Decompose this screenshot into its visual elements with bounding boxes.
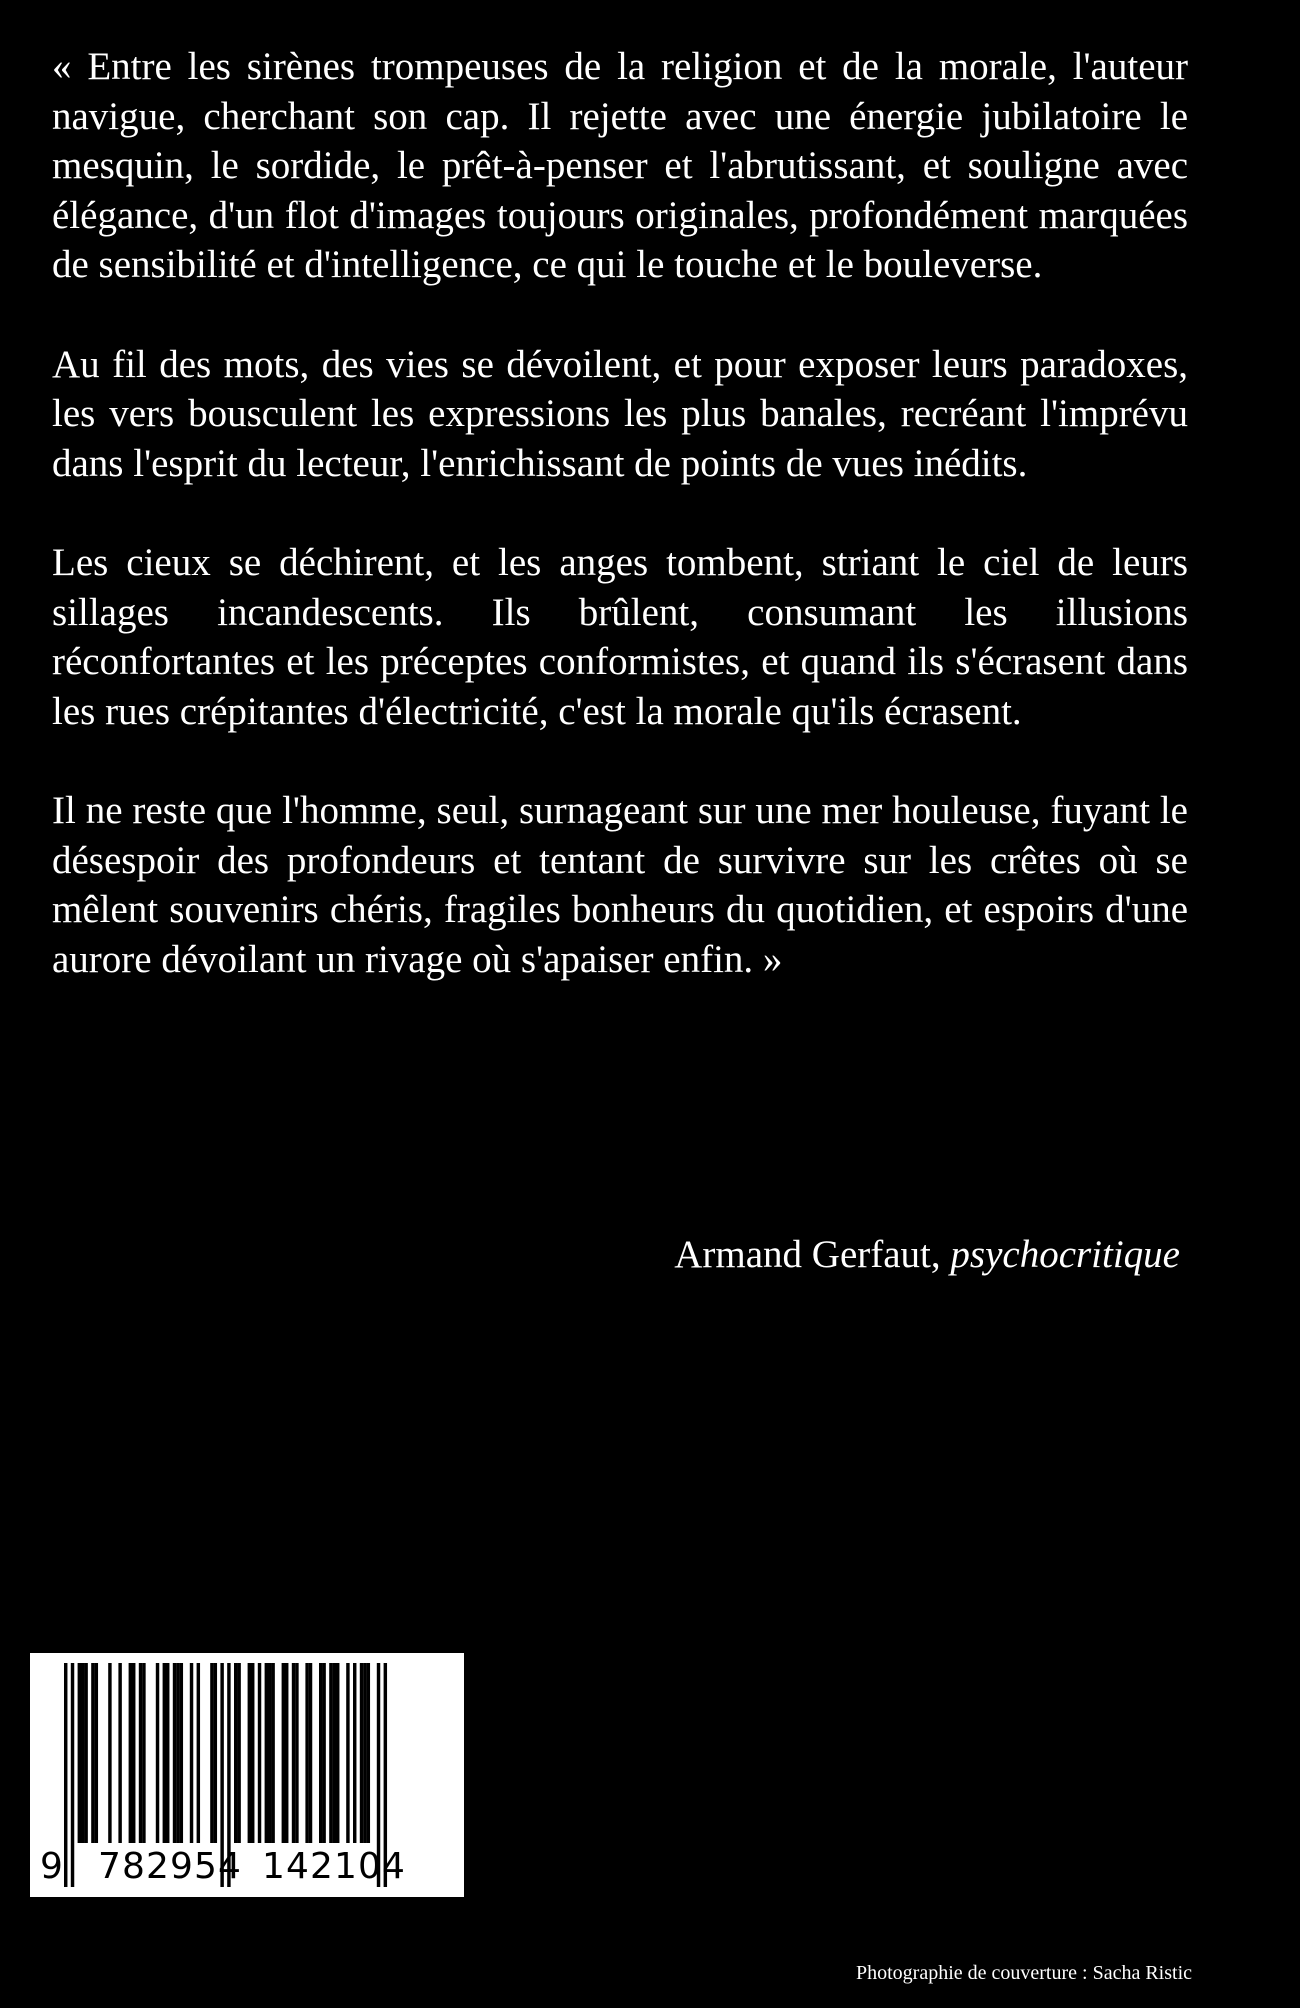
barcode-digit: 0: [358, 1846, 381, 1887]
barcode-digit: 9: [40, 1846, 63, 1887]
barcode-digit: 2: [146, 1846, 169, 1887]
barcode-bar: [292, 1663, 295, 1843]
barcode-bar: [248, 1663, 251, 1843]
barcode-bar: [91, 1663, 94, 1843]
barcode-bar: [81, 1663, 84, 1843]
barcode-bar: [214, 1663, 217, 1843]
blurb-paragraph-3: Les cieux se déchirent, et les anges tombent, striant le ciel de leurs sillages incandescents. Ils brûlent, consumant les illusions réconfortantes et les préceptes conformistes, et quand ils s'écrasent dans les rues crépitantes d'électricité, c'est la morale qu'ils écrasent.: [52, 541, 1188, 733]
attribution: [674, 1230, 1180, 1280]
barcode-bar: [118, 1663, 121, 1843]
barcode-bar: [258, 1663, 261, 1843]
barcode-bar: [173, 1663, 176, 1843]
barcode-bar: [95, 1663, 98, 1843]
blurb-paragraph-4: Il ne reste que l'homme, seul, surnageant sur une mer houleuse, fuyant le désespoir des profondeurs et tentant de survivre sur les crêtes où se mêlent souvenirs chéris, fragiles bonheurs du quotidien, et espoirs d'une aurore dévoilant un rivage où s'apaiser enfin. »: [52, 789, 1188, 981]
barcode-bar: [329, 1663, 332, 1843]
barcode-bar: [163, 1663, 166, 1843]
barcode-bar: [333, 1663, 336, 1843]
barcode-digits: [30, 1845, 464, 1893]
attribution-role: psychocritique: [950, 1233, 1180, 1276]
barcode-bar: [353, 1663, 356, 1843]
attribution-name: Armand Gerfaut,: [674, 1233, 951, 1276]
barcode-bar: [319, 1663, 322, 1843]
barcode-digit: 4: [382, 1846, 405, 1887]
barcode-bar: [234, 1663, 237, 1843]
barcode-bar: [305, 1663, 308, 1843]
barcode-bar: [108, 1663, 111, 1843]
barcode-bar: [285, 1663, 288, 1843]
barcode-bar: [367, 1663, 370, 1843]
barcode-bar: [237, 1663, 240, 1843]
barcode-digit: 8: [122, 1846, 145, 1887]
blurb-paragraph-1: « Entre les sirènes trompeuses de la religion et de la morale, l'auteur navigue, cherchant son cap. Il rejette avec une énergie jubilatoire le mesquin, le sordide, le prêt-à-penser et l'abrutissant, et souligne avec élégance, d'un flot d'images toujours originales, profondément marquées de sensibilité et d'intelligence, ce qui le touche et le bouleverse.: [52, 45, 1188, 286]
barcode-digit: 9: [170, 1846, 193, 1887]
barcode-bar: [346, 1663, 349, 1843]
photo-credit: Photographie de couverture : Sacha Ristic: [855, 1962, 1192, 1984]
barcode-bar: [156, 1663, 159, 1843]
barcode-bar: [176, 1663, 179, 1843]
barcode-digit: 5: [194, 1846, 217, 1887]
barcode-digit: 4: [218, 1846, 241, 1887]
barcode-digit: 1: [262, 1846, 285, 1887]
barcode-bar: [139, 1663, 142, 1843]
barcode-bar: [129, 1663, 132, 1843]
barcode-bar: [268, 1663, 271, 1843]
barcode-bar: [282, 1663, 285, 1843]
barcode-bar: [84, 1663, 87, 1843]
barcode-bar: [197, 1663, 200, 1843]
barcode-bar: [309, 1663, 312, 1843]
barcode-bar: [322, 1663, 325, 1843]
barcode-bar: [271, 1663, 274, 1843]
barcode-bar: [210, 1663, 213, 1843]
blurb: [52, 42, 1188, 1034]
barcode-digit: 4: [286, 1846, 309, 1887]
barcode-digit: 2: [310, 1846, 333, 1887]
barcode-bar: [336, 1663, 339, 1843]
barcode-bar: [78, 1663, 81, 1843]
barcode-bar: [251, 1663, 254, 1843]
barcode-bar: [190, 1663, 193, 1843]
barcode-bar: [132, 1663, 135, 1843]
barcode-bar: [142, 1663, 145, 1843]
barcode-bar: [360, 1663, 363, 1843]
barcode-bar: [166, 1663, 169, 1843]
barcode-bar: [265, 1663, 268, 1843]
barcode-digit: 7: [98, 1846, 121, 1887]
blurb-paragraph-2: Au fil des mots, des vies se dévoilent, et pour exposer leurs paradoxes, les vers bousculent les expressions les plus banales, recréant l'imprévu dans l'esprit du lecteur, l'enrichissant de points de vues inédits.: [52, 342, 1188, 485]
barcode-bar: [295, 1663, 298, 1843]
barcode-bar: [363, 1663, 366, 1843]
barcode-bar: [180, 1663, 183, 1843]
barcode-digit: 1: [334, 1846, 357, 1887]
isbn-barcode: [30, 1653, 464, 1897]
